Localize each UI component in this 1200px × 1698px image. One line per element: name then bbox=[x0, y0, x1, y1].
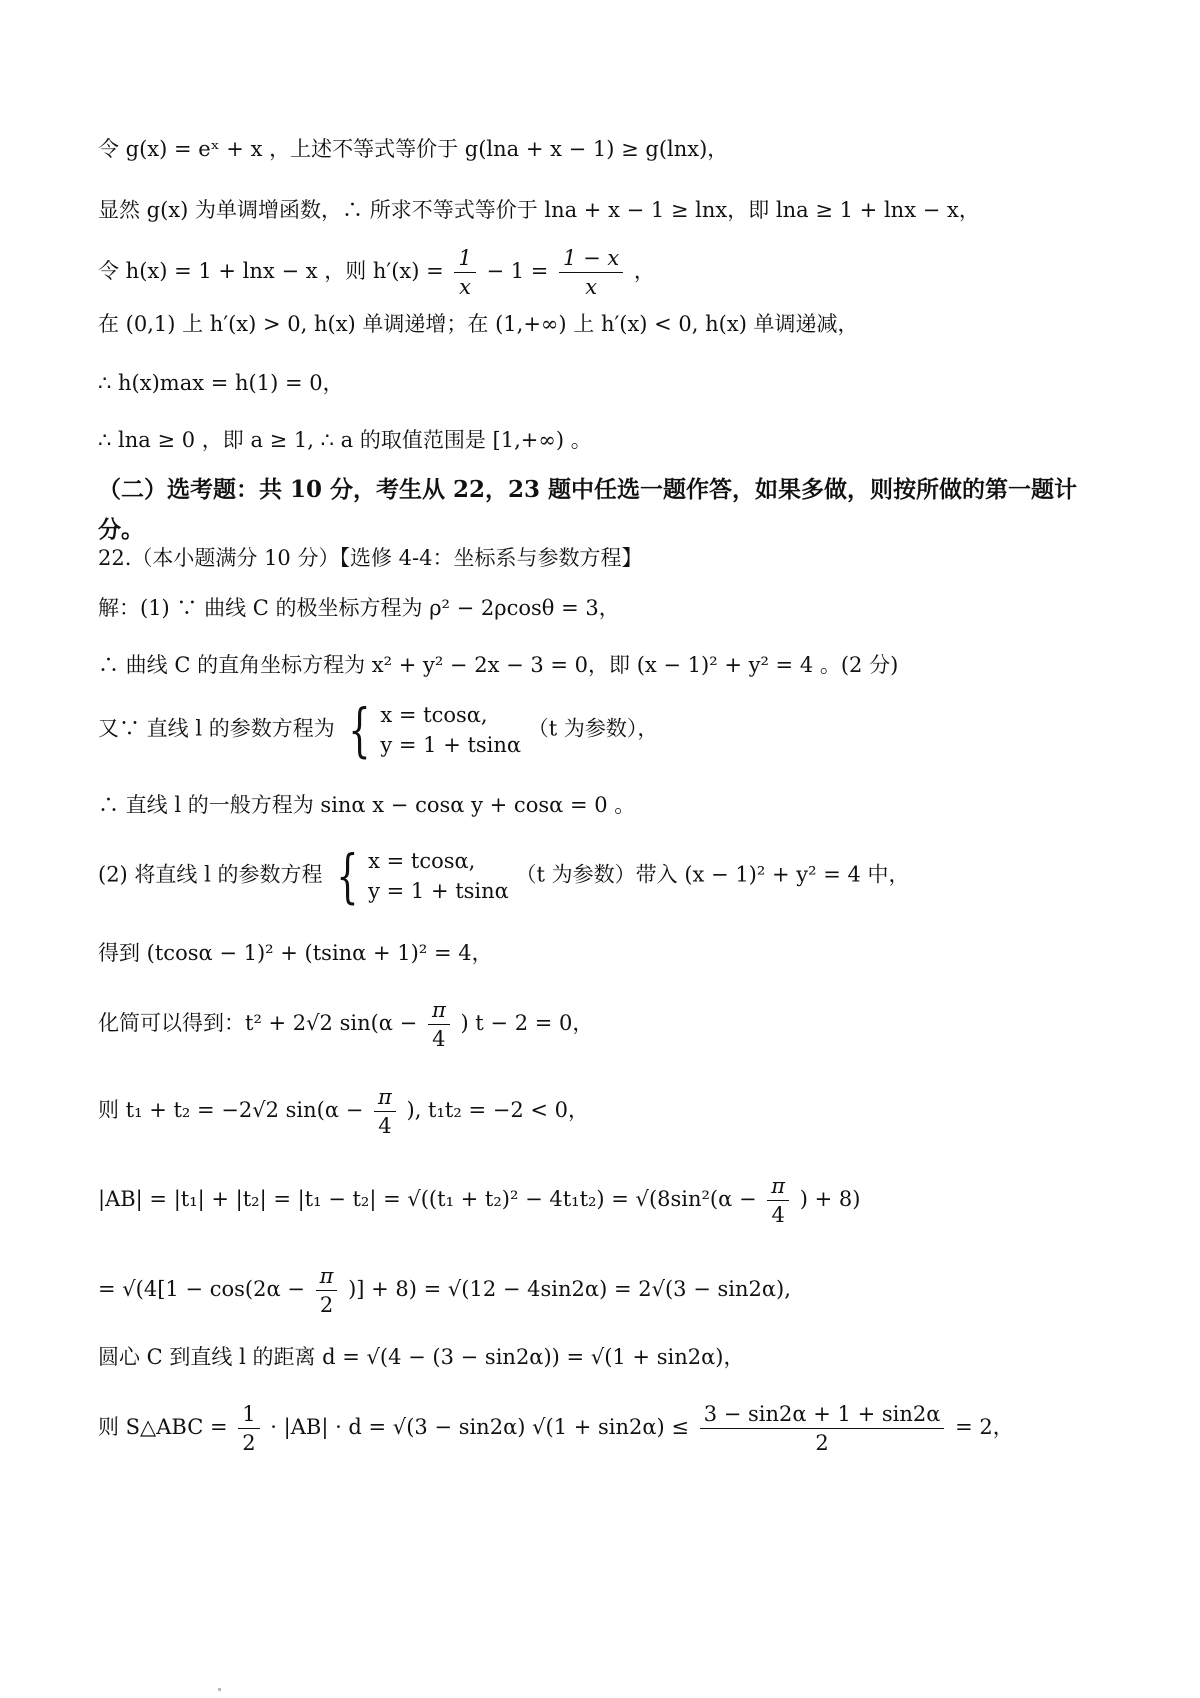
fraction-numerator: π bbox=[428, 996, 450, 1025]
text-segment: ) t − 2 = 0， bbox=[460, 1011, 594, 1035]
fraction bbox=[374, 1083, 396, 1140]
fraction-denominator: 2 bbox=[242, 1431, 256, 1455]
text-line: ∴ 曲线 C 的直角坐标方程为 x² + y² − 2x − 3 = 0，即 (x − 1)² + y² = 4 。(2 分) bbox=[98, 653, 899, 677]
text-segment: （t 为参数）带入 (x − 1)² + y² = 4 中， bbox=[515, 862, 910, 887]
fraction bbox=[428, 996, 450, 1053]
text-segment: (2) 将直线 l 的参数方程 bbox=[98, 862, 323, 887]
fraction-numerator: 3 − sin2α + 1 + sin2α bbox=[700, 1400, 945, 1429]
fraction-numerator: 1 bbox=[454, 244, 475, 273]
text-segment: − 1 = bbox=[486, 259, 549, 283]
section-heading: （二）选考题：共 10 分，考生从 22，23 题中任选一题作答，如果多做，则按所做的第一题计分。 bbox=[98, 476, 1078, 543]
fraction bbox=[559, 244, 623, 301]
fraction-numerator: π bbox=[767, 1172, 789, 1201]
page-mark bbox=[218, 1688, 221, 1691]
fraction-denominator: x bbox=[459, 275, 471, 299]
fraction-denominator: 4 bbox=[771, 1203, 785, 1227]
text-segment: （t 为参数）， bbox=[527, 716, 659, 741]
text-line-with-fraction bbox=[98, 1083, 589, 1140]
text-segment: 化简可以得到：t² + 2√2 sin(α − bbox=[98, 1011, 418, 1035]
text-line: 得到 (tcosα − 1)² + (tsinα + 1)² = 4， bbox=[98, 941, 493, 965]
system-row: y = 1 + tsinα bbox=[368, 879, 509, 903]
equation-system bbox=[329, 842, 509, 910]
text-line: 显然 g(x) 为单调增函数，∴ 所求不等式等价于 lna + x − 1 ≥ lnx，即 lna ≥ 1 + lnx − x， bbox=[98, 198, 980, 222]
fraction-denominator: 2 bbox=[319, 1293, 334, 1317]
system-row: y = 1 + tsinα bbox=[380, 733, 522, 757]
system-row: x = tcosα, bbox=[380, 703, 488, 727]
fraction-numerator: π bbox=[316, 1262, 338, 1291]
fraction-numerator: 1 bbox=[238, 1400, 259, 1429]
text-line: 令 g(x) = eˣ + x ，上述不等式等价于 g(lna + x − 1) ≥ g(lnx)， bbox=[98, 137, 729, 161]
fraction bbox=[316, 1262, 338, 1319]
fraction bbox=[454, 244, 475, 301]
text-line: 在 (0,1) 上 h′(x) > 0, h(x) 单调递增；在 (1,+∞) 上 h′(x) < 0, h(x) 单调递减， bbox=[98, 312, 859, 336]
text-line: ∴ lna ≥ 0 ，即 a ≥ 1, ∴ a 的取值范围是 [1,+∞) 。 bbox=[98, 428, 592, 452]
text-segment: )] + 8) = √(12 − 4sin2α) = 2√(3 − sin2α), bbox=[348, 1277, 791, 1301]
fraction-numerator: 1 − x bbox=[559, 244, 623, 273]
text-line: 解：(1) ∵ 曲线 C 的极坐标方程为 ρ² − 2ρcosθ = 3， bbox=[98, 596, 620, 620]
fraction-denominator: 2 bbox=[815, 1431, 829, 1455]
fraction-numerator: π bbox=[374, 1083, 396, 1112]
fraction-denominator: x bbox=[585, 275, 598, 299]
fraction bbox=[767, 1172, 789, 1229]
text-line-with-fraction bbox=[98, 1172, 860, 1229]
text-line-with-system bbox=[98, 696, 659, 764]
fraction-denominator: 4 bbox=[378, 1114, 392, 1138]
text-line: ∴ h(x)max = h(1) = 0， bbox=[98, 371, 344, 395]
text-segment: 则 t₁ + t₂ = −2√2 sin(α − bbox=[98, 1098, 364, 1122]
text-line-with-fraction bbox=[98, 1262, 791, 1319]
text-segment: |AB| = |t₁| + |t₂| = |t₁ − t₂| = √((t₁ + t₂)² − 4t₁t₂) = √(8sin²(α − bbox=[98, 1187, 757, 1211]
equation-system bbox=[341, 696, 522, 764]
text-segment: 令 h(x) = 1 + lnx − x ，则 h′(x) = bbox=[98, 259, 451, 283]
text-segment: ) + 8) bbox=[799, 1187, 861, 1211]
text-line: ∴ 直线 l 的一般方程为 sinα x − cosα y + cosα = 0 。 bbox=[98, 793, 636, 817]
text-segment: = √(4[1 − cos(2α − bbox=[98, 1277, 305, 1301]
text-line-with-system bbox=[98, 842, 910, 910]
text-line: 圆心 C 到直线 l 的距离 d = √(4 − (3 − sin2α)) = √(1 + sin2α)， bbox=[98, 1345, 745, 1369]
system-row: x = tcosα, bbox=[368, 849, 476, 873]
text-segment: 又∵ 直线 l 的参数方程为 bbox=[98, 716, 335, 741]
text-segment: 则 S△ABC = bbox=[98, 1415, 228, 1439]
fraction-denominator: 4 bbox=[432, 1027, 446, 1051]
text-segment: ), t₁t₂ = −2 < 0， bbox=[406, 1098, 589, 1122]
text-line-with-fractions bbox=[98, 1400, 1014, 1457]
question-heading: 22.（本小题满分 10 分）【选修 4-4：坐标系与参数方程】 bbox=[98, 546, 643, 570]
text-segment: ， bbox=[633, 259, 655, 283]
text-segment: = 2， bbox=[955, 1415, 1014, 1439]
text-segment: · |AB| · d = √(3 − sin2α) √(1 + sin2α) ≤ bbox=[270, 1415, 690, 1439]
left-brace: { bbox=[348, 696, 371, 764]
left-brace: { bbox=[336, 842, 359, 910]
text-line-with-fractions bbox=[98, 244, 655, 301]
fraction bbox=[238, 1400, 259, 1457]
text-line-with-fraction bbox=[98, 996, 593, 1053]
fraction bbox=[700, 1400, 945, 1457]
